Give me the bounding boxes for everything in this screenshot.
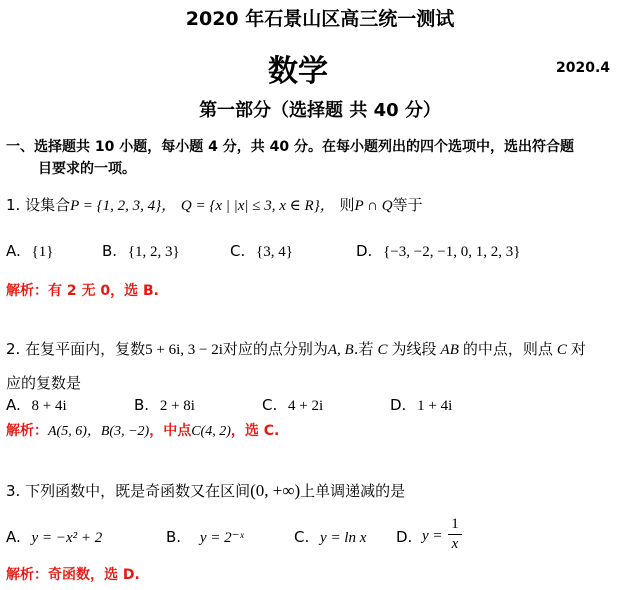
- segment-ab: AB: [440, 342, 459, 358]
- option-value: 4 + 2i: [288, 398, 324, 414]
- stem-text: 设集合: [25, 196, 71, 214]
- exam-date: 2020.4: [556, 60, 611, 76]
- question-1-option-c: [230, 242, 293, 261]
- option-label: C.: [262, 396, 278, 414]
- option-value: y = ln x: [320, 530, 367, 546]
- question-2-option-d: [390, 396, 452, 415]
- set-p: P = {1, 2, 3, 4}，: [70, 198, 177, 214]
- question-2-option-a: [6, 396, 67, 415]
- option-label: C.: [294, 528, 310, 546]
- intersection-expr: P ∩ Q: [354, 198, 393, 214]
- option-label: B.: [166, 528, 182, 546]
- question-1-stem: [6, 194, 423, 215]
- point-c: C: [377, 342, 388, 358]
- question-1-option-b: [102, 242, 180, 261]
- stem-text: 对: [570, 340, 586, 358]
- option-value: y =: [422, 528, 443, 544]
- fraction-denominator: x: [451, 536, 459, 552]
- point-c: C: [556, 342, 567, 358]
- stem-text: 则: [339, 196, 355, 214]
- question-2-analysis: [6, 420, 279, 440]
- analysis-text: ，中点: [149, 423, 192, 439]
- option-label: D.: [390, 396, 407, 414]
- analysis-midpoint: C(4, 2): [191, 424, 231, 439]
- option-value: {1, 2, 3}: [127, 244, 180, 260]
- points-ab: A, B: [327, 342, 354, 358]
- option-label: D.: [396, 528, 413, 546]
- analysis-label: 解析：: [6, 423, 48, 439]
- stem-text: 在复平面内，复数: [25, 340, 146, 358]
- section-instruction-line2: 目要求的一项。: [38, 161, 136, 177]
- stem-text: 的中点，则点: [462, 340, 553, 358]
- option-value: y = 2⁻ˣ: [199, 530, 244, 546]
- question-1-analysis: 解析：有 2 无 0，选 B.: [6, 283, 159, 299]
- question-2-option-b: [134, 396, 195, 415]
- question-2-stem-line2: 应的复数是: [6, 374, 82, 392]
- question-1-option-a: [6, 242, 53, 261]
- stem-text: 对应的点分别为: [222, 340, 328, 358]
- stem-text: 等于: [392, 196, 423, 214]
- question-number: 3.: [6, 482, 21, 500]
- analysis-text: ，选 C.: [230, 423, 280, 439]
- set-q: Q = {x | |x| ≤ 3, x ∈ R}，: [180, 198, 335, 214]
- option-label: A.: [6, 242, 21, 260]
- option-value: 1 + 4i: [417, 398, 453, 414]
- option-value: {−3, −2, −1, 0, 1, 2, 3}: [383, 244, 521, 260]
- question-2-option-c: [262, 396, 323, 415]
- option-value: y = −x² + 2: [31, 530, 103, 546]
- complex-numbers: 5 + 6i, 3 − 2i: [145, 342, 223, 358]
- fraction-bar: [448, 534, 462, 535]
- option-label: B.: [102, 242, 118, 260]
- option-value: 2 + 8i: [159, 398, 195, 414]
- stem-text: 上单调递减的是: [300, 482, 406, 500]
- fraction-numerator: 1: [451, 516, 459, 532]
- part-title: 第一部分（选择题 共 40 分）: [199, 100, 441, 121]
- question-2-stem-line1: [6, 338, 586, 359]
- option-label: B.: [134, 396, 150, 414]
- option-label: A.: [6, 396, 21, 414]
- stem-text: .若: [353, 340, 374, 358]
- option-value: 8 + 4i: [31, 398, 67, 414]
- option-label: A.: [6, 528, 21, 546]
- question-3-stem: [6, 480, 405, 501]
- analysis-points: A(5, 6)，B(3, −2): [48, 424, 150, 439]
- exam-title: 2020 年石景山区高三统一测试: [185, 8, 455, 30]
- question-3-option-c: [294, 528, 366, 547]
- section-instruction-line1: 一、选择题共 10 小题，每小题 4 分，共 40 分。在每小题列出的四个选项中，选出符合题: [6, 139, 574, 155]
- question-3-option-a: [6, 528, 102, 547]
- option-value: {3, 4}: [256, 244, 293, 260]
- option-value: {1}: [31, 244, 54, 260]
- fraction: [448, 516, 462, 553]
- question-1-option-d: [356, 242, 520, 261]
- question-3-analysis: 解析：奇函数，选 D.: [6, 567, 140, 583]
- interval: (0, +∞): [250, 481, 301, 500]
- question-3-option-b: [166, 528, 244, 547]
- option-label: C.: [230, 242, 246, 260]
- stem-text: 下列函数中，既是奇函数又在区间: [25, 482, 251, 500]
- question-number: 2.: [6, 340, 21, 358]
- question-number: 1.: [6, 196, 21, 214]
- subject-title: 数学: [268, 54, 328, 89]
- option-label: D.: [356, 242, 373, 260]
- stem-text: 为线段: [391, 340, 437, 358]
